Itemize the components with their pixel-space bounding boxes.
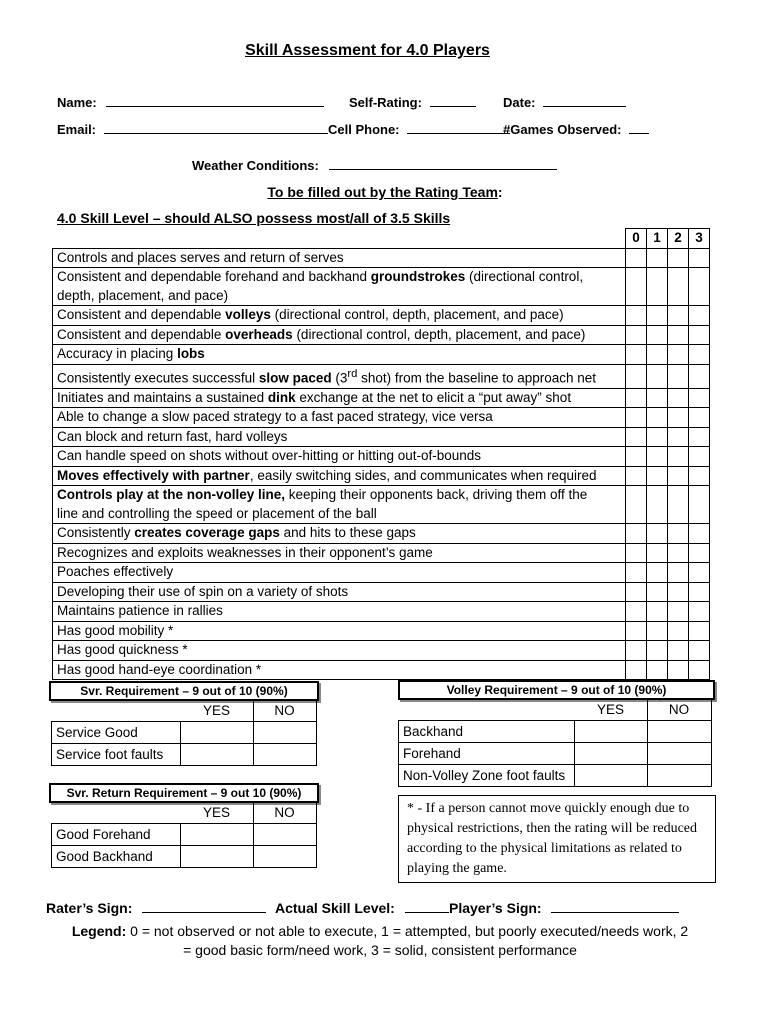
actual-skill-level-label: Actual Skill Level:: [275, 900, 395, 916]
rater-sign-label: Rater’s Sign:: [46, 900, 133, 916]
skill-text: Has good hand-eye coordination *: [57, 661, 262, 677]
skill-description: [53, 447, 626, 467]
score-cell-1[interactable]: [647, 621, 668, 641]
skill-description: [53, 408, 626, 428]
date-field[interactable]: [503, 94, 626, 110]
score-cell-0[interactable]: [626, 427, 647, 447]
score-cell-0[interactable]: [626, 268, 647, 306]
name-label: Name:: [57, 95, 97, 110]
score-cell-2[interactable]: [668, 660, 689, 680]
skill-text: Can block and return fast, hard volleys: [57, 428, 288, 444]
skill-row: [53, 563, 710, 583]
volley-yes-cell[interactable]: [575, 743, 648, 765]
volley-yes-cell[interactable]: [575, 721, 648, 743]
cell-phone-label: Cell Phone:: [328, 122, 400, 137]
self-rating-label: Self-Rating:: [349, 95, 422, 110]
score-cell-0[interactable]: [626, 325, 647, 345]
skill-text: (3: [331, 370, 348, 385]
score-cell-3[interactable]: [689, 345, 710, 365]
score-cell-0[interactable]: [626, 447, 647, 467]
skill-text: (directional control, depth, placement, and pace): [270, 307, 564, 322]
email-blank[interactable]: [104, 121, 328, 134]
skill-description: [53, 466, 626, 486]
score-cell-2[interactable]: [668, 602, 689, 622]
score-cell-3[interactable]: [689, 447, 710, 467]
skill-emphasis: dink: [267, 389, 296, 405]
svr-return-no-header: NO: [253, 802, 316, 824]
skill-row: [53, 364, 710, 388]
skill-description: [53, 306, 626, 326]
svr-yes-cell[interactable]: [181, 744, 254, 766]
skill-row: [53, 660, 710, 680]
score-cell-3[interactable]: [689, 621, 710, 641]
score-cell-1[interactable]: [647, 660, 668, 680]
skill-superscript: rd: [347, 367, 358, 380]
score-cell-2[interactable]: [668, 582, 689, 602]
volley-header-blank: [399, 699, 575, 721]
skill-emphasis: volleys: [225, 307, 271, 322]
actual-skill-level-blank[interactable]: [405, 900, 449, 913]
score-header-3: 3: [689, 229, 710, 249]
rater-sign-blank[interactable]: [142, 900, 266, 913]
actual-skill-level-field[interactable]: [275, 900, 449, 916]
score-header-row: [53, 229, 710, 249]
page-title: Skill Assessment for 4.0 Players: [245, 42, 490, 59]
skill-description: [53, 602, 626, 622]
score-cell-2[interactable]: [668, 427, 689, 447]
score-cell-1[interactable]: [647, 582, 668, 602]
skill-text: Controls and places serves and return of serves: [57, 249, 344, 265]
skill-description: [53, 621, 626, 641]
self-rating-field[interactable]: [349, 94, 476, 110]
score-cell-2[interactable]: [668, 306, 689, 326]
weather-field[interactable]: [192, 157, 557, 173]
skill-row: [53, 486, 710, 524]
rater-sign-field[interactable]: [46, 900, 266, 916]
score-cell-1[interactable]: [647, 388, 668, 408]
skill-text: Recognizes and exploits weaknesses in their opponent’s game: [57, 544, 433, 560]
skill-row: [53, 543, 710, 563]
score-cell-2[interactable]: [668, 408, 689, 428]
skill-text: Consistent and dependable: [57, 307, 226, 322]
skill-row: [53, 447, 710, 467]
name-blank[interactable]: [106, 94, 324, 107]
skill-emphasis: slow paced: [258, 370, 332, 385]
score-cell-1[interactable]: [647, 641, 668, 661]
skill-description: [53, 427, 626, 447]
volley-requirement-table: [398, 699, 712, 787]
skill-text: Consistently executes successful: [57, 370, 259, 385]
score-cell-3[interactable]: [689, 427, 710, 447]
score-cell-0[interactable]: [626, 306, 647, 326]
skill-row: [53, 345, 710, 365]
player-sign-field[interactable]: [449, 900, 679, 916]
score-cell-0[interactable]: [626, 364, 647, 388]
skill-row: [53, 466, 710, 486]
skill-description: [53, 325, 626, 345]
score-cell-1[interactable]: [647, 345, 668, 365]
skill-row: [53, 306, 710, 326]
svr-no-cell[interactable]: [253, 722, 316, 744]
cell-phone-field[interactable]: [328, 121, 510, 137]
player-sign-blank[interactable]: [551, 900, 679, 913]
skill-description: [53, 364, 626, 388]
score-cell-1[interactable]: [647, 524, 668, 544]
score-cell-2[interactable]: [668, 325, 689, 345]
score-cell-0[interactable]: [626, 524, 647, 544]
score-cell-1[interactable]: [647, 325, 668, 345]
skill-description: [53, 268, 626, 306]
score-cell-3[interactable]: [689, 325, 710, 345]
score-cell-0[interactable]: [626, 486, 647, 524]
legend-line1: 0 = not observed or not able to execute, 1 = attempted, but poorly executed/needs work, 2: [126, 923, 689, 939]
score-cell-0[interactable]: [626, 660, 647, 680]
score-cell-0[interactable]: [626, 388, 647, 408]
volley-no-header: NO: [647, 699, 711, 721]
date-label: Date:: [503, 95, 536, 110]
skill-text: and hits to these gaps: [279, 525, 416, 540]
legend: [60, 922, 700, 960]
score-cell-3[interactable]: [689, 388, 710, 408]
score-cell-2[interactable]: [668, 466, 689, 486]
score-cell-1[interactable]: [647, 447, 668, 467]
skill-emphasis: groundstrokes: [370, 269, 466, 284]
skill-row: [53, 388, 710, 408]
self-rating-blank[interactable]: [430, 94, 476, 107]
skill-text-continued: line and controlling the speed or placement of the ball: [57, 505, 377, 521]
skill-description: [53, 486, 626, 524]
score-header-blank: [53, 229, 626, 249]
score-cell-1[interactable]: [647, 306, 668, 326]
svr-row-label: Service foot faults: [52, 744, 181, 766]
score-cell-1[interactable]: [647, 427, 668, 447]
score-cell-3[interactable]: [689, 543, 710, 563]
svr-row-label: Service Good: [52, 722, 181, 744]
volley-no-cell[interactable]: [647, 743, 711, 765]
svr-return-yes-header: YES: [181, 802, 254, 824]
score-cell-3[interactable]: [689, 486, 710, 524]
score-cell-3[interactable]: [689, 466, 710, 486]
score-cell-0[interactable]: [626, 408, 647, 428]
skill-row: [53, 582, 710, 602]
skill-description: [53, 660, 626, 680]
svr-header-blank: [52, 700, 181, 722]
score-cell-3[interactable]: [689, 660, 710, 680]
skill-text: Developing their use of spin on a variety of shots: [57, 583, 349, 599]
skill-text: Consistent and dependable forehand and backhand: [57, 269, 371, 284]
skill-row: [53, 325, 710, 345]
skill-emphasis: Moves effectively with partner: [57, 467, 250, 483]
svr-no-cell[interactable]: [253, 744, 316, 766]
skill-description: [53, 524, 626, 544]
svr-return-no-cell[interactable]: [253, 824, 316, 846]
skill-level-heading-text: 4.0 Skill Level – should ALSO possess most/all of 3.5 Skills: [57, 210, 451, 226]
score-cell-1[interactable]: [647, 486, 668, 524]
rating-team-colon: :: [497, 184, 503, 200]
score-cell-2[interactable]: [668, 388, 689, 408]
score-cell-3[interactable]: [689, 582, 710, 602]
skill-description: [53, 563, 626, 583]
rating-team-heading-text: To be filled out by the Rating Team: [267, 184, 498, 200]
score-cell-3[interactable]: [689, 641, 710, 661]
score-cell-1[interactable]: [647, 408, 668, 428]
score-cell-3[interactable]: [689, 563, 710, 583]
skill-description: [53, 543, 626, 563]
svr-return-yes-cell[interactable]: [181, 824, 254, 846]
skill-row: [53, 621, 710, 641]
svr-return-requirement-table: [51, 802, 317, 868]
score-cell-0[interactable]: [626, 345, 647, 365]
cell-phone-blank[interactable]: [407, 121, 510, 134]
skill-text: exchange at the net to elicit a “put away” shot: [295, 389, 572, 405]
skill-text: shot) from the baseline to approach net: [357, 370, 597, 385]
volley-yes-header: YES: [575, 699, 648, 721]
legend-label: Legend:: [71, 923, 127, 939]
score-header-0: 0: [626, 229, 647, 249]
skill-text: Consistently: [57, 525, 135, 540]
skill-text: keeping their opponents back, driving them off the: [285, 487, 588, 502]
volley-row-label: Backhand: [399, 721, 575, 743]
volley-yes-cell[interactable]: [575, 765, 648, 787]
name-field[interactable]: [57, 94, 324, 110]
skill-emphasis: overheads: [225, 326, 293, 342]
score-cell-3[interactable]: [689, 524, 710, 544]
score-cell-1[interactable]: [647, 466, 668, 486]
score-cell-0[interactable]: [626, 563, 647, 583]
skill-description: [53, 582, 626, 602]
games-observed-label: #Games Observed:: [503, 122, 622, 137]
score-cell-0[interactable]: [626, 582, 647, 602]
score-cell-1[interactable]: [647, 563, 668, 583]
skill-text: Has good quickness *: [57, 642, 188, 657]
volley-requirement-title: Volley Requirement – 9 out of 10 (90%): [398, 680, 715, 700]
score-cell-1[interactable]: [647, 602, 668, 622]
volley-row-label: Non-Volley Zone foot faults: [399, 765, 575, 787]
score-cell-2[interactable]: [668, 641, 689, 661]
score-cell-1[interactable]: [647, 364, 668, 388]
skill-row: [53, 268, 710, 306]
skill-description: [53, 641, 626, 661]
skill-row: [53, 248, 710, 268]
rating-team-heading: [0, 184, 770, 200]
skills-table: [52, 228, 710, 680]
svr-no-header: NO: [253, 700, 316, 722]
score-cell-0[interactable]: [626, 543, 647, 563]
score-cell-2[interactable]: [668, 364, 689, 388]
skill-row: [53, 641, 710, 661]
skill-text-continued: depth, placement, and pace): [57, 287, 229, 303]
svr-return-no-cell[interactable]: [253, 846, 316, 868]
physical-restriction-note: * - If a person cannot move quickly enough due to physical restrictions, then the rating will be reduced according to the physical limitations as related to playing the game.: [398, 795, 716, 883]
skill-text: (directional control, depth, placement, and pace): [292, 326, 586, 342]
score-cell-0[interactable]: [626, 248, 647, 268]
svr-return-row-label: Good Forehand: [52, 824, 181, 846]
weather-label: Weather Conditions:: [192, 158, 319, 173]
skill-text: Maintains patience in rallies: [57, 603, 223, 618]
score-cell-3[interactable]: [689, 364, 710, 388]
skill-row: [53, 427, 710, 447]
svr-return-requirement-title: Svr. Return Requirement – 9 out 10 (90%): [49, 783, 319, 803]
skill-description: [53, 248, 626, 268]
weather-blank[interactable]: [329, 157, 557, 170]
score-cell-0[interactable]: [626, 621, 647, 641]
games-observed-blank[interactable]: [629, 121, 649, 134]
score-cell-2[interactable]: [668, 621, 689, 641]
games-observed-field[interactable]: [503, 121, 649, 137]
volley-no-cell[interactable]: [647, 765, 711, 787]
email-label: Email:: [57, 122, 97, 137]
score-cell-0[interactable]: [626, 641, 647, 661]
svr-return-row-label: Good Backhand: [52, 846, 181, 868]
skill-level-heading: [57, 210, 450, 226]
skill-text: Accuracy in placing: [57, 346, 178, 361]
volley-row-label: Forehand: [399, 743, 575, 765]
legend-line2: = good basic form/need work, 3 = solid, consistent performance: [183, 942, 577, 958]
skill-text: Able to change a slow paced strategy to a fast paced strategy, vice versa: [57, 409, 493, 424]
score-cell-0[interactable]: [626, 602, 647, 622]
svr-yes-cell[interactable]: [181, 722, 254, 744]
score-cell-2[interactable]: [668, 447, 689, 467]
skill-description: [53, 345, 626, 365]
score-cell-3[interactable]: [689, 602, 710, 622]
score-cell-1[interactable]: [647, 248, 668, 268]
score-cell-2[interactable]: [668, 248, 689, 268]
skill-text: Has good mobility *: [57, 622, 174, 638]
svr-return-yes-cell[interactable]: [181, 846, 254, 868]
score-cell-3[interactable]: [689, 268, 710, 306]
date-blank[interactable]: [543, 94, 626, 107]
skill-text: , easily switching sides, and communicates when required: [249, 467, 597, 483]
score-cell-1[interactable]: [647, 543, 668, 563]
skill-emphasis: lobs: [177, 346, 205, 361]
skill-text: Can handle speed on shots without over-hitting or hitting out-of-bounds: [57, 448, 482, 463]
score-header-2: 2: [668, 229, 689, 249]
svr-yes-header: YES: [181, 700, 254, 722]
svr-return-header-blank: [52, 802, 181, 824]
score-header-1: 1: [647, 229, 668, 249]
player-sign-label: Player’s Sign:: [449, 900, 542, 916]
skill-text: Consistent and dependable: [57, 326, 226, 342]
svr-requirement-table: [51, 700, 317, 766]
score-cell-2[interactable]: [668, 563, 689, 583]
score-cell-2[interactable]: [668, 486, 689, 524]
email-field[interactable]: [57, 121, 328, 137]
skill-row: [53, 602, 710, 622]
skill-text: Initiates and maintains a sustained: [57, 389, 268, 405]
skill-text: (directional control,: [465, 269, 584, 284]
score-cell-2[interactable]: [668, 345, 689, 365]
skill-emphasis: creates coverage gaps: [134, 525, 280, 540]
skill-text: Poaches effectively: [57, 564, 174, 579]
score-cell-2[interactable]: [668, 524, 689, 544]
score-cell-3[interactable]: [689, 248, 710, 268]
svr-requirement-title: Svr. Requirement – 9 out of 10 (90%): [49, 681, 319, 701]
volley-no-cell[interactable]: [647, 721, 711, 743]
skill-description: [53, 388, 626, 408]
skill-row: [53, 524, 710, 544]
score-cell-0[interactable]: [626, 466, 647, 486]
score-cell-2[interactable]: [668, 543, 689, 563]
score-cell-1[interactable]: [647, 268, 668, 306]
score-cell-2[interactable]: [668, 268, 689, 306]
score-cell-3[interactable]: [689, 306, 710, 326]
skill-emphasis: Controls play at the non-volley line,: [57, 487, 286, 502]
score-cell-3[interactable]: [689, 408, 710, 428]
skill-row: [53, 408, 710, 428]
